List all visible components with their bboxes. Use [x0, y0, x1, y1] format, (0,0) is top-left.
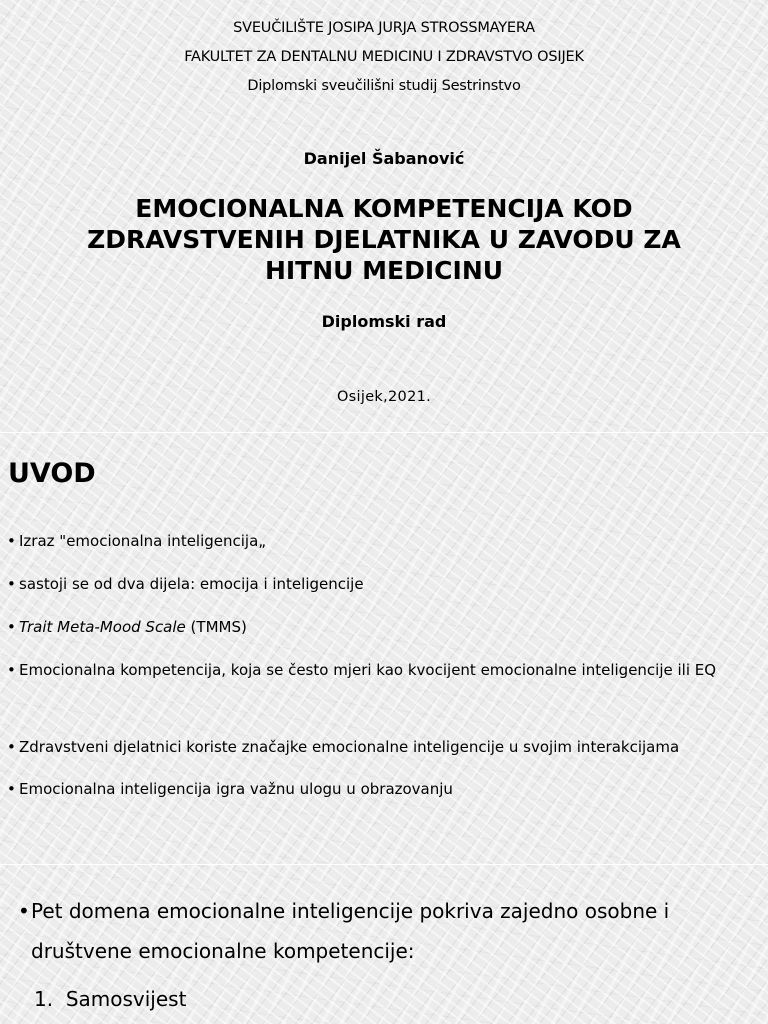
list-item	[4, 611, 764, 643]
slide-heading: UVOD	[8, 458, 96, 489]
title-slide	[0, 0, 768, 432]
intro-bullet	[16, 891, 756, 971]
list-item	[4, 773, 764, 805]
list-item	[4, 731, 764, 763]
bullet-text: Zdravstveni djelatnici koriste značajke emocionalne inteligencije u svojim interakcijama	[19, 738, 680, 756]
bullet-icon: •	[7, 780, 16, 798]
bullet-text: Emocionalna kompetencija, koja se često mjeri kao kvocijent emocionalne inteligencije ili EQ	[19, 661, 717, 679]
bullet-icon: •	[7, 738, 16, 756]
document-type: Diplomski rad	[321, 312, 447, 331]
bullet-icon: •	[7, 661, 16, 679]
institution-line-1: SVEUČILIŠTE JOSIPA JURJA STROSSMAYERA	[233, 20, 535, 36]
bullet-icon: •	[7, 575, 16, 593]
bullet-text: sastoji se od dva dijela: emocija i inteligencije	[19, 575, 364, 593]
thesis-title-line-1: EMOCIONALNA KOMPETENCIJA KOD	[135, 194, 633, 223]
bullet-icon: •	[7, 532, 16, 550]
thesis-title-line-3: HITNU MEDICINU	[264, 256, 504, 285]
intro-text: Pet domena emocionalne inteligencije pokriva zajedno osobne i društvene emocionalne kompetencije:	[31, 899, 670, 963]
list-item	[4, 568, 764, 600]
bullet-text-italic: Trait Meta-Mood Scale	[19, 618, 186, 636]
place-date: Osijek,2021.	[336, 389, 432, 405]
thesis-title	[0, 193, 768, 286]
intro-slide	[0, 433, 768, 864]
numbered-item	[34, 979, 186, 1019]
study-program: Diplomski sveučilišni studij Sestrinstvo	[247, 78, 521, 94]
domains-slide	[0, 865, 768, 1024]
list-item	[4, 525, 764, 557]
thesis-title-line-2: ZDRAVSTVENIH DJELATNIKA U ZAVODU ZA	[87, 225, 681, 254]
item-text: Samosvijest	[65, 987, 187, 1011]
bullet-text: Izraz "emocionalna inteligencija„	[19, 532, 267, 550]
bullet-icon: •	[7, 618, 16, 636]
bullet-text-suffix: (TMMS)	[185, 618, 247, 636]
bullet-icon: •	[18, 899, 30, 923]
item-number: 1.	[34, 987, 54, 1011]
institution-line-2: FAKULTET ZA DENTALNU MEDICINU I ZDRAVSTVO OSIJEK	[184, 49, 584, 65]
bullet-text: Emocionalna inteligencija igra važnu ulogu u obrazovanju	[19, 780, 453, 798]
list-item	[4, 654, 764, 686]
author-name: Danijel Šabanović	[303, 149, 465, 168]
